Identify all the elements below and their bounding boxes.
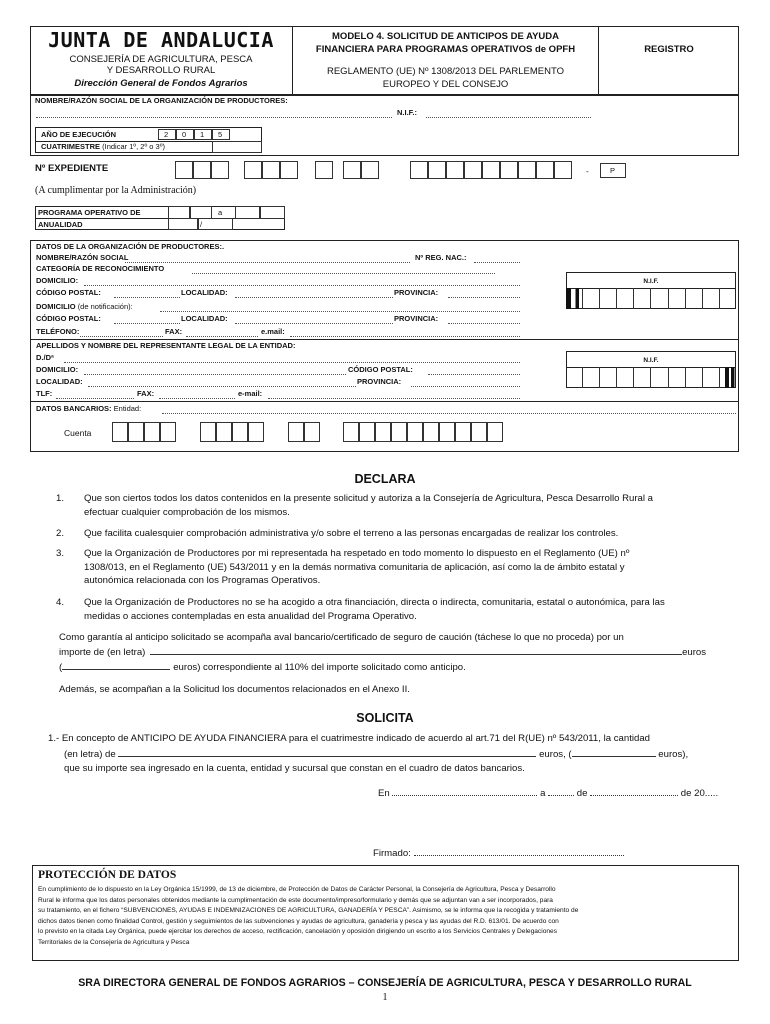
anualidad-slash: / [200, 220, 203, 229]
cuatrimestre-field[interactable] [212, 141, 262, 153]
nif-cell[interactable] [703, 367, 720, 388]
garantia-importe-letra-field[interactable] [150, 645, 682, 655]
cuenta-cell[interactable] [112, 422, 128, 442]
org-telefono-label: TELÉFONO: [36, 327, 80, 336]
org-domicilio-notif-field[interactable] [160, 311, 520, 312]
rep-email-label: e-mail: [238, 389, 263, 398]
expediente-cell[interactable] [500, 161, 518, 179]
org-cp-field[interactable] [114, 297, 180, 298]
expediente-cell[interactable] [262, 161, 280, 179]
cuenta-cell[interactable] [375, 422, 391, 442]
rep-cp-field[interactable] [428, 374, 520, 375]
org-fax-label: FAX: [165, 327, 183, 336]
expediente-cell[interactable] [518, 161, 536, 179]
nif-cell[interactable] [600, 288, 617, 309]
firma-field[interactable] [414, 846, 624, 856]
firmado-row: Firmado: [373, 846, 624, 859]
direccion-general: Dirección General de Fondos Agrarios [74, 78, 248, 89]
anio-digit-4[interactable]: 5 [212, 129, 230, 140]
anio-digit-3[interactable]: 1 [194, 129, 212, 140]
nif-cell[interactable] [686, 367, 703, 388]
nif-cell[interactable] [686, 288, 703, 309]
solicita-title: SOLICITA [356, 711, 414, 725]
consejeria-line-2: Y DESARROLLO RURAL [106, 65, 216, 76]
cuenta-cell[interactable] [160, 422, 176, 442]
cuenta-cell[interactable] [144, 422, 160, 442]
reglamento-1: REGLAMENTO (UE) Nº 1308/2013 DEL PARLEMENTO [326, 66, 564, 77]
rep-dd-field[interactable] [64, 362, 520, 363]
rep-provincia-label: PROVINCIA: [357, 377, 402, 386]
solicita-line-3: que su importe sea ingresado en la cuenta, entidad y sucursal que constan en el cuadro de datos bancarios. [64, 763, 525, 774]
declara-item-2: 2. Que facilita cualesquier comprobación administrativa y/o sobre el terreno a las personas encargadas de realizar los controles. [56, 528, 619, 539]
anualidad-label: ANUALIDAD [38, 220, 83, 229]
org-email-label: e.mail: [261, 327, 285, 336]
lugar-field[interactable] [392, 786, 537, 796]
nif-cell[interactable] [566, 288, 583, 309]
modelo-title-2: FINANCIERA PARA PROGRAMAS OPERATIVOS de OPFH [315, 44, 576, 55]
nombre-org-label: NOMBRE/RAZÓN SOCIAL DE LA ORGANIZACIÓN DE PRODUCTORES: [35, 96, 288, 105]
rep-localidad-field[interactable] [88, 386, 356, 387]
org-nif-head: N.I.F. [643, 278, 659, 285]
cuenta-cell[interactable] [359, 422, 375, 442]
nif-cell[interactable] [669, 288, 686, 309]
expediente-cell[interactable] [428, 161, 446, 179]
cuenta-cell[interactable] [439, 422, 455, 442]
programa-label: PROGRAMA OPERATIVO DE [38, 208, 141, 217]
org-provincia-label: PROVINCIA: [394, 288, 439, 297]
cuenta-cell[interactable] [200, 422, 216, 442]
org-fax-field[interactable] [186, 336, 258, 337]
org-domicilio-label: DOMICILIO: [36, 276, 79, 285]
org-cp-label: CÓDIGO POSTAL: [36, 288, 101, 297]
rep-tlf-field[interactable] [56, 398, 134, 399]
org-nif-cells[interactable] [566, 288, 736, 309]
lugar-fecha-row: En a de de 20..... [378, 788, 719, 799]
solicita-cantidad-cifra-field[interactable] [572, 747, 656, 757]
org-localidad-label: LOCALIDAD: [181, 288, 228, 297]
cuenta-cell[interactable] [248, 422, 264, 442]
expediente-cell[interactable] [343, 161, 361, 179]
cuenta-cell[interactable] [423, 422, 439, 442]
bank-cuenta-cells[interactable] [112, 422, 736, 442]
solicita-line-2: (en letra) de euros, ( euros), [64, 749, 689, 760]
consejeria-line-1: CONSEJERÍA DE AGRICULTURA, PESCA [69, 54, 253, 65]
org-categoria-field[interactable] [192, 273, 495, 274]
solicita-line-1: 1.- En concepto de ANTICIPO DE AYUDA FINANCIERA para el cuatrimestre indicado de acuerdo al art.71 del R(UE) nº 543/2011, la cantidad [48, 733, 650, 744]
cuenta-cell[interactable] [304, 422, 320, 442]
org-regnac-label: Nº REG. NAC.: [415, 253, 467, 262]
cuenta-cell[interactable] [487, 422, 503, 442]
nombre-org-field[interactable] [36, 117, 392, 118]
cuatrimestre-row: CUATRIMESTRE (Indicar 1º, 2º o 3º) [41, 142, 165, 151]
bank-cuenta-label: Cuenta [64, 428, 92, 438]
admin-note: (A cumplimentar por la Administración) [35, 185, 197, 196]
nif-cell[interactable] [634, 367, 651, 388]
garantia-line-2: importe de (en letra) euros [59, 647, 707, 658]
bank-title-row: DATOS BANCARIOS: Entidad: [36, 404, 142, 413]
org-provincia2-field[interactable] [448, 323, 520, 324]
nif-cell[interactable] [720, 367, 736, 388]
anualidad-field-1[interactable] [168, 218, 198, 230]
proteccion-text: En cumplimiento de lo dispuesto en la Ley Orgánica 15/1999, de 13 de diciembre, de Protección de Datos de Carácter Personal, la Consejería de Agricultura, Pesca y Desarrollo Rural le informa que los datos personales obtenidos mediante la cumplimentación de este documento/impreso/formulario y demás que se adjuntan van a ser incorporados, para su tratamiento, en el fichero “SUBVENCIONES, AYUDAS E INDEMNIZACIONES DE AGRICULTURA, GANADERÍA Y PESCA”. Asimismo, se le informa que la recogida y tratamiento de dichos datos tienen como finalidad Control, gestión y seguimientos de las subvenciones y ayudas de agricultura, ganadería y pesca y las ayudas del R.D. 613/01. De acuerdo con lo previsto en la citada Ley Orgánica, puede ejercitar los derechos de acceso, rectificación, cancelación y oposición dirigiendo un escrito a los Servicios Centrales y Delegaciones Territoriales de la Consejería de Agricultura y Pesca [38, 886, 579, 946]
expediente-cell[interactable] [244, 161, 262, 179]
org-localidad2-label: LOCALIDAD: [181, 314, 228, 323]
expediente-cell[interactable] [536, 161, 554, 179]
org-cp2-label: CÓDIGO POSTAL: [36, 314, 101, 323]
garantia-importe-cifra-field[interactable] [62, 660, 170, 670]
nif-cell[interactable] [617, 288, 634, 309]
programa-year-to[interactable] [235, 206, 260, 219]
garantia-line-1: Como garantía al anticipo solicitado se acompaña aval bancario/certificado de seguro de caución (táchese lo que no proceda) por un [59, 632, 624, 643]
org-email-field[interactable] [290, 336, 520, 337]
nif-cell[interactable] [651, 288, 668, 309]
expediente-cell[interactable] [554, 161, 572, 179]
org-rep-separator [30, 339, 739, 340]
registro-label: REGISTRO [644, 44, 694, 55]
declara-title: DECLARA [354, 472, 416, 486]
org-domicilio-field[interactable] [84, 285, 520, 286]
page-number: 1 [382, 992, 388, 1003]
anio-digit-1[interactable]: 2 [158, 129, 176, 140]
anio-label: AÑO DE EJECUCIÓN [41, 130, 117, 139]
nif-cell[interactable] [617, 367, 634, 388]
mes-field[interactable] [590, 786, 678, 796]
org-regnac-field[interactable] [474, 262, 520, 263]
nif-field[interactable] [426, 117, 591, 118]
org-nombre-label: NOMBRE/RAZÓN SOCIAL [36, 253, 129, 262]
expediente-cell[interactable] [446, 161, 464, 179]
rep-domicilio-label: DOMICILIO: [36, 365, 79, 374]
cuenta-cell[interactable] [471, 422, 487, 442]
cuenta-cell[interactable] [128, 422, 144, 442]
nif-label: N.I.F.: [397, 108, 417, 117]
org-categoria-label: CATEGORÍA DE RECONOCIMIENTO [36, 264, 165, 273]
modelo-title-1: MODELO 4. SOLICITUD DE ANTICIPOS DE AYUDA [332, 31, 559, 42]
rep-domicilio-field[interactable] [84, 374, 346, 375]
rep-fax-field[interactable] [159, 398, 235, 399]
org-provincia2-label: PROVINCIA: [394, 314, 439, 323]
programa-a: a [218, 208, 223, 217]
cuenta-cell[interactable] [391, 422, 407, 442]
cuenta-cell[interactable] [288, 422, 304, 442]
expediente-cell[interactable] [315, 161, 333, 179]
cuenta-cell[interactable] [407, 422, 423, 442]
cuenta-cell[interactable] [216, 422, 232, 442]
expediente-cell[interactable] [464, 161, 482, 179]
cuenta-cell[interactable] [455, 422, 471, 442]
declara-item-3: 3. Que la Organización de Productores por mi representada ha respetado en todo momento lo dispuesto en el Reglamento (UE) nº 1308/013, en el Reglamento (UE) 543/2011 y en la demás normativa comunitaria de aplicación, así como la de ámbito estatal y autonómica relacionada con los Programas Operativos. [56, 548, 630, 586]
org-title: DATOS DE LA ORGANIZACIÓN DE PRODUCTORES:. [36, 242, 225, 251]
nif-cell[interactable] [600, 367, 617, 388]
nif-cell[interactable] [720, 288, 736, 309]
expediente-cell[interactable] [175, 161, 193, 179]
expediente-label: Nº EXPEDIENTE [35, 163, 109, 174]
rep-nif-head: N.I.F. [643, 357, 659, 364]
org-telefono-field[interactable] [80, 336, 163, 337]
nif-cell[interactable] [669, 367, 686, 388]
nif-cell[interactable] [634, 288, 651, 309]
rep-title: APELLIDOS Y NOMBRE DEL REPRESENTANTE LEGAL DE LA ENTIDAD: [36, 341, 296, 350]
expediente-cell[interactable] [280, 161, 298, 179]
expediente-cell[interactable] [482, 161, 500, 179]
expediente-cell[interactable] [410, 161, 428, 179]
org-title: JUNTA DE ANDALUCIA [48, 28, 274, 52]
nif-cell[interactable] [703, 288, 720, 309]
cuenta-cell[interactable] [232, 422, 248, 442]
org-cp2-field[interactable] [114, 323, 180, 324]
rep-provincia-field[interactable] [411, 386, 520, 387]
declara-item-4: 4. Que la Organización de Productores no se ha acogido a otra financiación, directa o indirecta, comunitaria, estatal o autonómica, para las medidas o acciones contempladas en esta anualidad del Programa Operativo. [56, 597, 665, 622]
rep-tlf-label: TLF: [36, 389, 53, 398]
expediente-cell[interactable] [361, 161, 379, 179]
anexo-line: Además, se acompañan a la Solicitud los documentos relacionados en el Anexo II. [59, 684, 410, 695]
nif-cell[interactable] [583, 288, 600, 309]
footer-text: SRA DIRECTORA GENERAL DE FONDOS AGRARIOS – CONSEJERÍA DE AGRICULTURA, PESCA Y DESARROLLO RURAL [78, 977, 692, 989]
expediente-cell[interactable] [193, 161, 211, 179]
org-domicilio-notif-label: DOMICILIO (de notificación): [36, 302, 133, 311]
nif-cell[interactable] [583, 367, 600, 388]
rep-localidad-label: LOCALIDAD: [36, 377, 83, 386]
proteccion-title: PROTECCIÓN DE DATOS [38, 869, 177, 881]
org-nombre-field[interactable] [125, 262, 410, 263]
garantia-line-3: ( euros) correspondiente al 110% del importe solicitado como anticipo. [59, 662, 466, 673]
org-localidad2-field[interactable] [235, 323, 393, 324]
bank-entidad-field[interactable] [162, 413, 736, 414]
programa-year-to-2[interactable] [260, 206, 285, 219]
dia-field[interactable] [548, 786, 574, 796]
header-divider-2 [598, 26, 599, 95]
expediente-p-cell: P [600, 163, 626, 178]
expediente-dash: - [586, 167, 589, 176]
cuenta-cell[interactable] [343, 422, 359, 442]
nif-cell[interactable] [566, 367, 583, 388]
solicita-cantidad-letra-field[interactable] [118, 747, 536, 757]
rep-email-field[interactable] [268, 398, 520, 399]
rep-nif-cells[interactable] [566, 367, 736, 388]
rep-cp-label: CÓDIGO POSTAL: [348, 365, 413, 374]
anio-digit-2[interactable]: 0 [176, 129, 194, 140]
expediente-cell[interactable] [211, 161, 229, 179]
declara-item-1: 1. Que son ciertos todos los datos contenidos en la presente solicitud y autoriza a la Consejería de Agricultura, Pesca Desarrollo Rural a efectuar cualquier comprobación de los mismos. [56, 493, 654, 518]
rep-fax-label: FAX: [137, 389, 155, 398]
org-localidad-field[interactable] [235, 297, 393, 298]
nif-cell[interactable] [651, 367, 668, 388]
reglamento-2: EUROPEO Y DEL CONSEJO [382, 79, 509, 90]
org-provincia-field[interactable] [448, 297, 520, 298]
rep-dd-label: D./Dª [36, 353, 54, 362]
anualidad-field-2[interactable] [198, 218, 233, 230]
